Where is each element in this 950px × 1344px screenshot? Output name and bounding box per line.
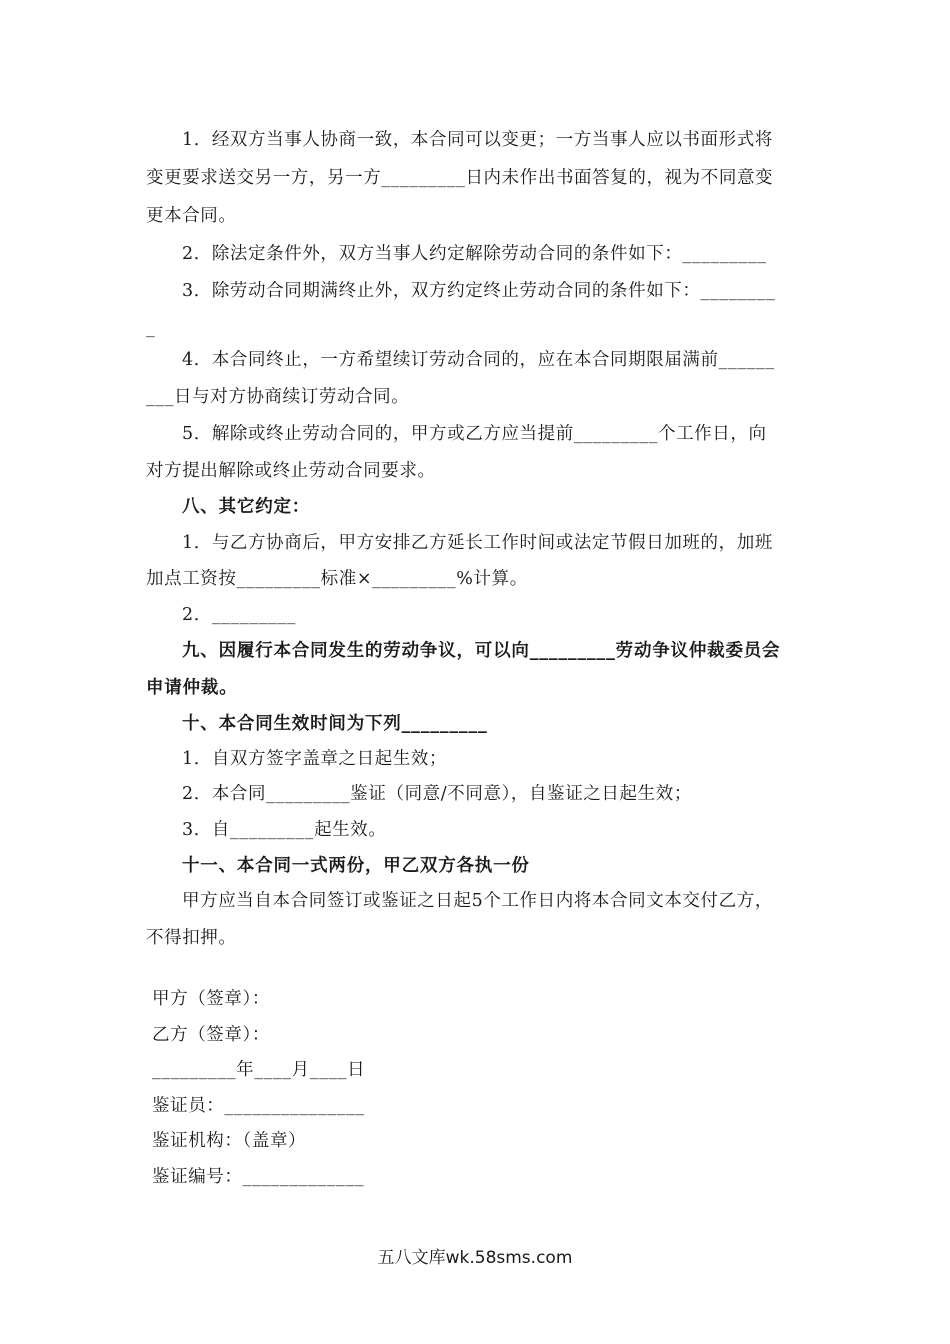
clause-1-line-1: 1．经双方当事人协商一致，本合同可以变更；一方当事人应以书面形式将: [182, 130, 773, 150]
section-11-heading: 十一、本合同一式两份，甲乙双方各执一份: [182, 856, 530, 876]
verifier-line: 鉴证员：_______________: [152, 1096, 365, 1116]
section-10-item-3: 3．自_________起生效。: [182, 820, 387, 840]
section-8-item-1-line-1: 1．与乙方协商后，甲方安排乙方延长工作时间或法定节假日加班的，加班: [182, 533, 773, 553]
clause-3-line-1: 3．除劳动合同期满终止外，双方约定终止劳动合同的条件如下：________: [182, 281, 776, 301]
section-10-heading: 十、本合同生效时间为下列_________: [182, 714, 488, 734]
clause-5-line-2: 对方提出解除或终止劳动合同要求。: [146, 461, 436, 481]
section-8-heading: 八、其它约定：: [182, 497, 311, 517]
section-9-line-1: 九、因履行本合同发生的劳动争议，可以向_________劳动争议仲裁委员会: [182, 641, 781, 661]
footer-watermark: 五八文库wk.58sms.com: [377, 1248, 573, 1268]
section-10-item-1: 1．自双方签字盖章之日起生效；: [182, 749, 448, 769]
clause-4-line-1: 4．本合同终止，一方希望续订劳动合同的，应在本合同期限届满前______: [182, 350, 775, 370]
verification-number-line: 鉴证编号：_____________: [152, 1167, 365, 1187]
clause-3-line-2: _: [146, 318, 156, 338]
section-9-line-2: 申请仲裁。: [146, 678, 238, 698]
party-b-signature: 乙方（签章）：: [152, 1025, 270, 1045]
clause-1-line-2: 变更要求送交另一方，另一方_________日内未作出书面答复的，视为不同意变: [146, 168, 774, 188]
clause-1-line-3: 更本合同。: [146, 206, 237, 226]
section-11-line-1: 甲方应当自本合同签订或鉴证之日起5个工作日内将本合同文本交付乙方，: [182, 891, 773, 911]
section-8-item-2: 2．_________: [182, 605, 296, 625]
signature-date: _________年____月____日: [152, 1060, 366, 1080]
section-10-item-2: 2．本合同_________鉴证（同意/不同意），自鉴证之日起生效；: [182, 784, 692, 804]
section-8-item-1-line-2: 加点工资按_________标准×_________%计算。: [146, 569, 528, 589]
clause-5-line-1: 5．解除或终止劳动合同的，甲方或乙方应当提前_________个工作日，向: [182, 424, 767, 444]
clause-2: 2．除法定条件外，双方当事人约定解除劳动合同的条件如下：_________: [182, 244, 767, 264]
clause-4-line-2: ___日与对方协商续订劳动合同。: [146, 387, 410, 407]
party-a-signature: 甲方（签章）：: [152, 989, 270, 1009]
verification-agency-line: 鉴证机构：（盖章）: [152, 1131, 307, 1151]
section-11-line-2: 不得扣押。: [146, 928, 237, 948]
